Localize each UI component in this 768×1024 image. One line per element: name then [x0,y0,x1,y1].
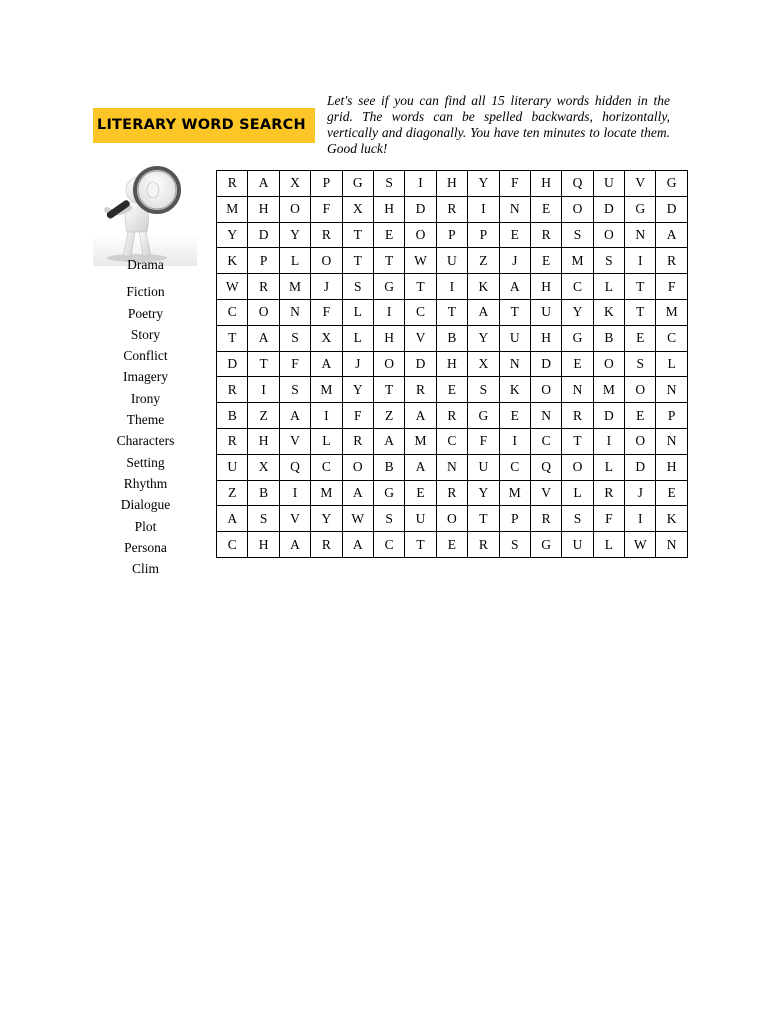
grid-cell: U [405,506,436,532]
grid-cell: R [562,403,593,429]
grid-cell: Y [562,299,593,325]
grid-cell: S [373,506,404,532]
grid-cell: N [656,428,687,454]
grid-row [217,171,688,197]
grid-row [217,428,688,454]
grid-cell: I [468,196,499,222]
grid-cell: K [468,274,499,300]
grid-cell: X [279,171,310,197]
grid-cell: S [248,506,279,532]
grid-cell: Y [342,377,373,403]
grid-cell: J [625,480,656,506]
grid-cell: R [593,480,624,506]
grid-row [217,377,688,403]
grid-cell: O [342,454,373,480]
grid-cell: O [436,506,467,532]
word-list-item: Clim [131,561,159,577]
instructions-text: Let's see if you can find all 15 literary words hidden in the grid. The words can be spelled backwards, horizontally, vertically and diagonally. You have ten minutes to locate them. Good luck! [327,93,670,156]
grid-cell: R [405,377,436,403]
grid-cell: O [311,248,342,274]
grid-cell: Q [530,454,561,480]
word-list-item: Theme [126,412,165,428]
grid-cell: T [562,428,593,454]
grid-cell: O [625,428,656,454]
grid-cell: Z [373,403,404,429]
grid-cell: S [562,506,593,532]
grid-cell: N [562,377,593,403]
grid-cell: I [405,171,436,197]
grid-cell: A [468,299,499,325]
grid-cell: O [593,351,624,377]
grid-cell: U [217,454,248,480]
grid-cell: T [342,222,373,248]
grid-cell: B [593,325,624,351]
word-list-item: Dialogue [120,497,171,513]
word-list-item: Poetry [127,305,164,321]
grid-cell: A [405,403,436,429]
grid-cell: L [342,325,373,351]
grid-cell: M [311,377,342,403]
grid-cell: R [436,196,467,222]
grid-cell: J [311,274,342,300]
grid-cell: T [405,532,436,558]
grid-cell: S [499,532,530,558]
grid-cell: H [530,325,561,351]
grid-cell: A [279,403,310,429]
magnifying-glass-figure-svg [93,160,197,266]
title-band [93,108,315,143]
grid-cell: G [562,325,593,351]
word-list [93,254,198,579]
grid-cell: B [373,454,404,480]
word-list-item: Characters [116,433,175,449]
grid-cell: W [625,532,656,558]
grid-row [217,248,688,274]
grid-cell: J [342,351,373,377]
word-list-item: Conflict [123,348,168,364]
grid-cell: Y [311,506,342,532]
word-list-item: Rhythm [123,475,168,491]
grid-cell: B [248,480,279,506]
grid-cell: R [656,248,687,274]
grid-cell: G [373,274,404,300]
grid-cell: S [468,377,499,403]
grid-row [217,299,688,325]
grid-cell: T [436,299,467,325]
grid-cell: S [593,248,624,274]
grid-row [217,325,688,351]
grid-cell: N [656,532,687,558]
grid-cell: C [499,454,530,480]
grid-cell: T [468,506,499,532]
grid-cell: H [436,171,467,197]
grid-cell: A [217,506,248,532]
grid-cell: L [342,299,373,325]
grid-cell: E [530,248,561,274]
grid-cell: K [656,506,687,532]
grid-cell: C [562,274,593,300]
grid-cell: R [342,428,373,454]
grid-cell: S [373,171,404,197]
word-list-item: Imagery [123,369,168,385]
grid-cell: L [593,454,624,480]
grid-cell: B [217,403,248,429]
grid-cell: C [217,299,248,325]
grid-cell: E [436,377,467,403]
grid-cell: D [217,351,248,377]
grid-cell: F [468,428,499,454]
grid-cell: Q [562,171,593,197]
grid-cell: D [405,351,436,377]
grid-cell: O [279,196,310,222]
grid-cell: I [248,377,279,403]
grid-cell: D [530,351,561,377]
grid-cell: I [625,248,656,274]
grid-cell: S [625,351,656,377]
grid-cell: T [373,377,404,403]
grid-cell: K [217,248,248,274]
grid-cell: G [530,532,561,558]
grid-cell: E [625,403,656,429]
grid-cell: H [436,351,467,377]
grid-cell: V [405,325,436,351]
grid-cell: E [436,532,467,558]
grid-cell: O [562,454,593,480]
grid-cell: U [436,248,467,274]
grid-cell: G [373,480,404,506]
grid-cell: O [248,299,279,325]
grid-cell: Y [468,325,499,351]
grid-cell: B [436,325,467,351]
page-title: LITERARY WORD SEARCH [97,117,306,133]
grid-cell: Y [468,171,499,197]
grid-cell: Z [217,480,248,506]
grid-cell: H [248,196,279,222]
grid-cell: M [593,377,624,403]
word-list-item: Story [130,326,161,342]
grid-cell: E [625,325,656,351]
grid-cell: V [279,428,310,454]
grid-cell: P [468,222,499,248]
grid-cell: D [593,196,624,222]
grid-cell: F [311,196,342,222]
grid-cell: M [311,480,342,506]
grid-cell: P [248,248,279,274]
grid-cell: I [279,480,310,506]
grid-cell: H [530,274,561,300]
grid-cell: G [468,403,499,429]
grid-cell: A [342,480,373,506]
grid-cell: T [342,248,373,274]
grid-cell: Q [279,454,310,480]
grid-cell: H [373,325,404,351]
grid-cell: R [530,222,561,248]
grid-cell: D [656,196,687,222]
grid-cell: N [656,377,687,403]
grid-row [217,222,688,248]
grid-cell: R [217,171,248,197]
grid-row [217,454,688,480]
grid-cell: E [656,480,687,506]
grid-cell: E [499,222,530,248]
grid-cell: D [248,222,279,248]
grid-cell: I [436,274,467,300]
grid-cell: T [499,299,530,325]
grid-cell: T [625,299,656,325]
grid-cell: G [656,171,687,197]
grid-cell: O [373,351,404,377]
grid-cell: M [656,299,687,325]
grid-cell: S [562,222,593,248]
grid-cell: L [593,532,624,558]
grid-cell: E [499,403,530,429]
word-list-item: Drama [127,257,164,272]
grid-cell: Y [217,222,248,248]
grid-cell: L [656,351,687,377]
grid-cell: A [248,171,279,197]
grid-cell: V [530,480,561,506]
grid-cell: S [279,377,310,403]
grid-cell: C [217,532,248,558]
grid-cell: L [562,480,593,506]
grid-cell: T [217,325,248,351]
grid-cell: R [311,222,342,248]
grid-cell: Z [248,403,279,429]
grid-row [217,532,688,558]
grid-cell: P [311,171,342,197]
grid-cell: O [625,377,656,403]
grid-row [217,274,688,300]
grid-cell: R [436,480,467,506]
grid-cell: F [593,506,624,532]
grid-cell: R [217,377,248,403]
grid-cell: R [248,274,279,300]
grid-cell: I [625,506,656,532]
grid-cell: I [311,403,342,429]
grid-cell: U [593,171,624,197]
grid-cell: W [342,506,373,532]
grid-cell: A [279,532,310,558]
grid-cell: A [311,351,342,377]
grid-cell: N [625,222,656,248]
grid-cell: I [373,299,404,325]
grid-cell: P [656,403,687,429]
grid-cell: N [530,403,561,429]
grid-cell: H [656,454,687,480]
grid-row [217,196,688,222]
grid-cell: M [279,274,310,300]
grid-cell: W [217,274,248,300]
grid-cell: T [405,274,436,300]
grid-cell: I [593,428,624,454]
grid-cell: S [342,274,373,300]
grid-cell: X [311,325,342,351]
grid-cell: U [499,325,530,351]
grid-cell: T [248,351,279,377]
grid-cell: C [405,299,436,325]
grid-cell: M [499,480,530,506]
grid-cell: A [405,454,436,480]
grid-cell: C [436,428,467,454]
grid-cell: E [405,480,436,506]
grid-cell: G [342,171,373,197]
grid-cell: A [342,532,373,558]
grid-row [217,506,688,532]
grid-cell: P [436,222,467,248]
grid-cell: F [499,171,530,197]
grid-cell: L [593,274,624,300]
grid-cell: C [656,325,687,351]
grid-cell: X [468,351,499,377]
grid-cell: N [279,299,310,325]
magnifying-glass-figure-icon [93,160,197,266]
grid-cell: E [373,222,404,248]
grid-cell: R [217,428,248,454]
grid-cell: N [499,351,530,377]
grid-row [217,351,688,377]
grid-cell: F [279,351,310,377]
grid-cell: K [499,377,530,403]
grid-cell: R [468,532,499,558]
grid-cell: M [562,248,593,274]
grid-cell: I [499,428,530,454]
grid-cell: D [593,403,624,429]
grid-cell: R [530,506,561,532]
grid-cell: R [311,532,342,558]
grid-cell: Y [468,480,499,506]
grid-cell: V [279,506,310,532]
grid-cell: Y [279,222,310,248]
grid-cell: S [279,325,310,351]
grid-cell: C [373,532,404,558]
grid-cell: E [530,196,561,222]
grid-cell: H [248,428,279,454]
grid-cell: M [217,196,248,222]
grid-cell: D [405,196,436,222]
grid-cell: O [530,377,561,403]
grid-cell: F [311,299,342,325]
grid-cell: A [248,325,279,351]
grid-cell: Z [468,248,499,274]
grid-cell: U [468,454,499,480]
grid-cell: L [279,248,310,274]
grid-cell: O [562,196,593,222]
grid-cell: K [593,299,624,325]
grid-cell: C [530,428,561,454]
word-list-item: Setting [126,454,165,470]
grid-cell: A [373,428,404,454]
word-list-item: Plot [134,518,157,534]
grid-cell: T [373,248,404,274]
grid-cell: W [405,248,436,274]
word-list-item: Persona [124,539,167,555]
word-list-item: Fiction [126,284,165,300]
grid-cell: J [499,248,530,274]
grid-cell: E [562,351,593,377]
grid-cell: O [593,222,624,248]
grid-cell: F [342,403,373,429]
grid-cell: X [248,454,279,480]
grid-cell: N [436,454,467,480]
grid-cell: V [625,171,656,197]
grid-cell: F [656,274,687,300]
grid-cell: A [499,274,530,300]
grid-row [217,403,688,429]
grid-cell: D [625,454,656,480]
word-search-grid [216,170,688,558]
grid-cell: T [625,274,656,300]
grid-cell: M [405,428,436,454]
grid-cell: O [405,222,436,248]
grid-cell: U [562,532,593,558]
grid-cell: L [311,428,342,454]
grid-cell: X [342,196,373,222]
grid-cell: C [311,454,342,480]
word-list-item: Irony [130,390,161,406]
grid-cell: H [530,171,561,197]
grid-cell: H [248,532,279,558]
grid-cell: R [436,403,467,429]
grid-cell: H [373,196,404,222]
grid-row [217,480,688,506]
grid-cell: U [530,299,561,325]
grid-cell: N [499,196,530,222]
grid-cell: G [625,196,656,222]
grid-cell: P [499,506,530,532]
grid-cell: A [656,222,687,248]
